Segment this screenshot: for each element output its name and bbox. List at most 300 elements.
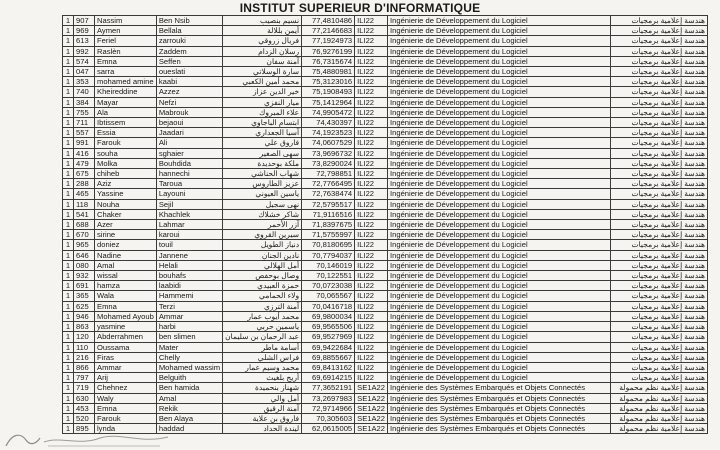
row-rank: 1 — [63, 301, 74, 311]
row-arabic-name: سهى الصغير — [223, 148, 302, 158]
table-row — [63, 148, 708, 158]
row-id: 118 — [74, 199, 95, 209]
row-rank: 1 — [63, 311, 74, 321]
row-arabic-name: أريج بلغيث — [223, 373, 302, 383]
row-program-fr: Ingénierie de Développement du Logiciel — [388, 311, 611, 321]
row-score: 77,3652191 — [302, 383, 355, 393]
row-program-fr: Ingénierie des Systèmes Embarqués et Objets Connectés — [388, 393, 611, 403]
row-score: 73,9696732 — [302, 148, 355, 158]
table-row — [63, 128, 708, 138]
row-program-fr: Ingénierie de Développement du Logiciel — [388, 26, 611, 36]
table-row — [63, 342, 708, 352]
row-program-fr: Ingénierie de Développement du Logiciel — [388, 46, 611, 56]
row-program-ar: هندسة إعلامية برمجيات — [611, 250, 708, 260]
row-rank: 1 — [63, 118, 74, 128]
row-program-fr: Ingénierie de Développement du Logiciel — [388, 260, 611, 270]
row-last-name: Ali — [156, 138, 222, 148]
row-program-ar: هندسة إعلامية برمجيات — [611, 332, 708, 342]
row-program-ar: هندسة إعلامية برمجيات — [611, 26, 708, 36]
row-code: ILI22 — [355, 16, 388, 26]
row-score: 70,0416718 — [302, 301, 355, 311]
row-last-name: Zaddem — [156, 46, 222, 56]
row-id: 646 — [74, 250, 95, 260]
row-rank: 1 — [63, 148, 74, 158]
row-score: 73,2697983 — [302, 393, 355, 403]
row-first-name: Nadine — [95, 250, 157, 260]
row-program-ar: هندسة إعلامية برمجيات — [611, 56, 708, 66]
row-program-ar: هندسة إعلامية برمجيات — [611, 230, 708, 240]
row-arabic-name: أمل الهلالي — [223, 260, 302, 270]
row-score: 70,8180695 — [302, 240, 355, 250]
row-program-ar: هندسة إعلامية نظم محمولة — [611, 393, 708, 403]
row-first-name: Farouk — [95, 138, 157, 148]
row-rank: 1 — [63, 424, 74, 434]
row-arabic-name: آمنة الترزي — [223, 301, 302, 311]
row-code: ILI22 — [355, 107, 388, 117]
row-program-fr: Ingénierie des Systèmes Embarqués et Objets Connectés — [388, 424, 611, 434]
row-code: ILI22 — [355, 128, 388, 138]
row-last-name: karoui — [156, 230, 222, 240]
row-rank: 1 — [63, 158, 74, 168]
row-program-fr: Ingénierie de Développement du Logiciel — [388, 77, 611, 87]
row-first-name: Aziz — [95, 179, 157, 189]
row-score: 69,8855667 — [302, 352, 355, 362]
row-id: 965 — [74, 240, 95, 250]
row-score: 75,3123016 — [302, 77, 355, 87]
row-arabic-name: ليندة الحداد — [223, 424, 302, 434]
row-last-name: Azzez — [156, 87, 222, 97]
table-row — [63, 230, 708, 240]
row-last-name: Helali — [156, 260, 222, 270]
row-program-fr: Ingénierie de Développement du Logiciel — [388, 118, 611, 128]
row-code: ILI22 — [355, 56, 388, 66]
row-code: ILI22 — [355, 230, 388, 240]
table-row — [63, 240, 708, 250]
table-row — [63, 332, 708, 342]
row-program-ar: هندسة إعلامية برمجيات — [611, 373, 708, 383]
row-rank: 1 — [63, 342, 74, 352]
row-program-ar: هندسة إعلامية برمجيات — [611, 271, 708, 281]
row-arabic-name: محمد وسيم عمار — [223, 362, 302, 372]
row-program-ar: هندسة إعلامية برمجيات — [611, 291, 708, 301]
row-score: 69,9565506 — [302, 322, 355, 332]
row-first-name: Emna — [95, 403, 157, 413]
row-arabic-name: أسامة ماطر — [223, 342, 302, 352]
table-row — [63, 403, 708, 413]
row-program-fr: Ingénierie de Développement du Logiciel — [388, 322, 611, 332]
row-last-name: kaabi — [156, 77, 222, 87]
row-id: 969 — [74, 26, 95, 36]
row-last-name: Ben Nsib — [156, 16, 222, 26]
row-arabic-name: شهاب الحناشي — [223, 169, 302, 179]
row-arabic-name: آسيا الجعداري — [223, 128, 302, 138]
row-id: 711 — [74, 118, 95, 128]
row-score: 72,798851 — [302, 169, 355, 179]
table-row — [63, 138, 708, 148]
table-row — [63, 291, 708, 301]
row-rank: 1 — [63, 77, 74, 87]
row-last-name: bouhafs — [156, 271, 222, 281]
row-program-fr: Ingénierie de Développement du Logiciel — [388, 87, 611, 97]
row-program-ar: هندسة إعلامية برمجيات — [611, 179, 708, 189]
row-rank: 1 — [63, 403, 74, 413]
row-arabic-name: سارة الوسلاتي — [223, 67, 302, 77]
row-rank: 1 — [63, 250, 74, 260]
row-rank: 1 — [63, 220, 74, 230]
row-arabic-name: علاء المبروك — [223, 107, 302, 117]
row-rank: 1 — [63, 26, 74, 36]
row-program-fr: Ingénierie de Développement du Logiciel — [388, 97, 611, 107]
row-first-name: Raslèn — [95, 46, 157, 56]
row-id: 755 — [74, 107, 95, 117]
row-score: 69,6914215 — [302, 373, 355, 383]
row-id: 047 — [74, 67, 95, 77]
row-id: 991 — [74, 138, 95, 148]
row-id: 946 — [74, 311, 95, 321]
row-code: ILI22 — [355, 260, 388, 270]
row-score: 76,7315674 — [302, 56, 355, 66]
row-rank: 1 — [63, 393, 74, 403]
row-arabic-name: عزيز الطاروس — [223, 179, 302, 189]
table-row — [63, 352, 708, 362]
row-id: 691 — [74, 281, 95, 291]
row-rank: 1 — [63, 56, 74, 66]
row-rank: 1 — [63, 322, 74, 332]
row-rank: 1 — [63, 260, 74, 270]
row-program-fr: Ingénierie de Développement du Logiciel — [388, 169, 611, 179]
row-id: 863 — [74, 322, 95, 332]
row-arabic-name: نسيم بنصيب — [223, 16, 302, 26]
row-score: 72,7766495 — [302, 179, 355, 189]
row-rank: 1 — [63, 352, 74, 362]
row-program-ar: هندسة إعلامية برمجيات — [611, 189, 708, 199]
row-code: ILI22 — [355, 209, 388, 219]
row-code: ILI22 — [355, 97, 388, 107]
row-first-name: Amal — [95, 260, 157, 270]
row-first-name: Nouha — [95, 199, 157, 209]
row-last-name: Chelly — [156, 352, 222, 362]
row-code: ILI22 — [355, 240, 388, 250]
row-arabic-name: أمل والي — [223, 393, 302, 403]
row-id: 740 — [74, 87, 95, 97]
row-id: 120 — [74, 332, 95, 342]
row-score: 77,2146683 — [302, 26, 355, 36]
row-rank: 1 — [63, 209, 74, 219]
row-program-ar: هندسة إعلامية برمجيات — [611, 362, 708, 372]
row-program-ar: هندسة إعلامية برمجيات — [611, 342, 708, 352]
row-first-name: Mayar — [95, 97, 157, 107]
row-last-name: Mohamed wassim — [156, 362, 222, 372]
row-code: SE1A22 — [355, 383, 388, 393]
row-score: 69,9422684 — [302, 342, 355, 352]
row-rank: 1 — [63, 332, 74, 342]
row-score: 77,1924973 — [302, 36, 355, 46]
row-program-fr: Ingénierie de Développement du Logiciel — [388, 16, 611, 26]
row-program-fr: Ingénierie de Développement du Logiciel — [388, 281, 611, 291]
row-program-fr: Ingénierie de Développement du Logiciel — [388, 138, 611, 148]
row-program-ar: هندسة إعلامية برمجيات — [611, 209, 708, 219]
row-code: ILI22 — [355, 189, 388, 199]
row-first-name: sirine — [95, 230, 157, 240]
row-arabic-name: آزر الأحمر — [223, 220, 302, 230]
row-first-name: Nassim — [95, 16, 157, 26]
row-arabic-name: حمزة العبيدي — [223, 281, 302, 291]
row-id: 907 — [74, 16, 95, 26]
row-first-name: Emna — [95, 301, 157, 311]
row-score: 69,8413162 — [302, 362, 355, 372]
row-program-fr: Ingénierie de Développement du Logiciel — [388, 240, 611, 250]
row-code: ILI22 — [355, 352, 388, 362]
row-score: 71,9116516 — [302, 209, 355, 219]
table-row — [63, 46, 708, 56]
row-first-name: lynda — [95, 424, 157, 434]
row-arabic-name: نادين الجنان — [223, 250, 302, 260]
row-code: ILI22 — [355, 332, 388, 342]
row-program-fr: Ingénierie des Systèmes Embarqués et Objets Connectés — [388, 403, 611, 413]
row-program-fr: Ingénierie de Développement du Logiciel — [388, 220, 611, 230]
row-program-ar: هندسة إعلامية نظم محمولة — [611, 383, 708, 393]
row-id: 288 — [74, 179, 95, 189]
table-row — [63, 107, 708, 117]
row-last-name: haddad — [156, 424, 222, 434]
row-code: ILI22 — [355, 250, 388, 260]
row-arabic-name: فريال زروقي — [223, 36, 302, 46]
row-id: 675 — [74, 169, 95, 179]
row-id: 932 — [74, 271, 95, 281]
row-score: 76,9276199 — [302, 46, 355, 56]
row-first-name: Ammar — [95, 362, 157, 372]
row-program-fr: Ingénierie de Développement du Logiciel — [388, 342, 611, 352]
row-program-ar: هندسة إعلامية برمجيات — [611, 311, 708, 321]
row-score: 71,5755997 — [302, 230, 355, 240]
table-row — [63, 97, 708, 107]
row-score: 74,9905472 — [302, 107, 355, 117]
row-last-name: Belguith — [156, 373, 222, 383]
row-rank: 1 — [63, 169, 74, 179]
row-arabic-name: رسلان الزدام — [223, 46, 302, 56]
row-first-name: Ala — [95, 107, 157, 117]
row-rank: 1 — [63, 199, 74, 209]
row-program-ar: هندسة إعلامية برمجيات — [611, 260, 708, 270]
row-score: 70,0723038 — [302, 281, 355, 291]
row-first-name: Mohamed Ayoub — [95, 311, 157, 321]
row-arabic-name: ياسمين حربي — [223, 322, 302, 332]
row-score: 70,122551 — [302, 271, 355, 281]
row-first-name: Waly — [95, 393, 157, 403]
row-last-name: sghaier — [156, 148, 222, 158]
results-table-body — [63, 16, 708, 434]
row-score: 75,4880981 — [302, 67, 355, 77]
row-code: ILI22 — [355, 291, 388, 301]
row-program-ar: هندسة إعلامية برمجيات — [611, 77, 708, 87]
row-program-ar: هندسة إعلامية برمجيات — [611, 220, 708, 230]
row-last-name: Amal — [156, 393, 222, 403]
row-last-name: Mater — [156, 342, 222, 352]
row-program-ar: هندسة إعلامية برمجيات — [611, 107, 708, 117]
row-arabic-name: سيرين القروي — [223, 230, 302, 240]
row-code: ILI22 — [355, 281, 388, 291]
row-id: 688 — [74, 220, 95, 230]
row-first-name: Wala — [95, 291, 157, 301]
row-first-name: Aymen — [95, 26, 157, 36]
row-rank: 1 — [63, 240, 74, 250]
row-score: 74,0607529 — [302, 138, 355, 148]
row-program-fr: Ingénierie de Développement du Logiciel — [388, 271, 611, 281]
row-code: ILI22 — [355, 322, 388, 332]
row-arabic-name: نهى سجيل — [223, 199, 302, 209]
row-code: ILI22 — [355, 46, 388, 56]
row-last-name: Ben Alaya — [156, 413, 222, 423]
row-program-fr: Ingénierie de Développement du Logiciel — [388, 158, 611, 168]
row-code: ILI22 — [355, 158, 388, 168]
table-row — [63, 311, 708, 321]
row-program-ar: هندسة إعلامية برمجيات — [611, 36, 708, 46]
row-first-name: Azer — [95, 220, 157, 230]
row-id: 216 — [74, 352, 95, 362]
row-code: ILI22 — [355, 148, 388, 158]
ministry-stamp-logo — [0, 428, 175, 450]
row-last-name: Nefzi — [156, 97, 222, 107]
row-last-name: Rekik — [156, 403, 222, 413]
row-first-name: souha — [95, 148, 157, 158]
row-program-ar: هندسة إعلامية برمجيات — [611, 87, 708, 97]
row-rank: 1 — [63, 107, 74, 117]
row-program-ar: هندسة إعلامية نظم محمولة — [611, 413, 708, 423]
row-first-name: yasmine — [95, 322, 157, 332]
row-score: 75,1908493 — [302, 87, 355, 97]
row-first-name: wissal — [95, 271, 157, 281]
row-code: ILI22 — [355, 373, 388, 383]
row-last-name: Lahmar — [156, 220, 222, 230]
row-code: ILI22 — [355, 77, 388, 87]
row-arabic-name: أيمن بللالة — [223, 26, 302, 36]
row-program-ar: هندسة إعلامية برمجيات — [611, 46, 708, 56]
row-rank: 1 — [63, 189, 74, 199]
row-first-name: Chaker — [95, 209, 157, 219]
row-id: 365 — [74, 291, 95, 301]
row-arabic-name: ولاء الحمامي — [223, 291, 302, 301]
row-rank: 1 — [63, 46, 74, 56]
row-score: 74,430397 — [302, 118, 355, 128]
row-program-fr: Ingénierie des Systèmes Embarqués et Objets Connectés — [388, 413, 611, 423]
row-program-ar: هندسة إعلامية برمجيات — [611, 118, 708, 128]
table-row — [63, 77, 708, 87]
table-row — [63, 36, 708, 46]
row-id: 866 — [74, 362, 95, 372]
row-first-name: Molka — [95, 158, 157, 168]
row-first-name: Firas — [95, 352, 157, 362]
row-last-name: Ben hamida — [156, 383, 222, 393]
row-arabic-name: محمد أيوب عمار — [223, 311, 302, 321]
table-row — [63, 199, 708, 209]
row-program-fr: Ingénierie de Développement du Logiciel — [388, 179, 611, 189]
row-code: SE1A22 — [355, 403, 388, 413]
row-id: 625 — [74, 301, 95, 311]
row-program-ar: هندسة إعلامية برمجيات — [611, 67, 708, 77]
row-program-fr: Ingénierie de Développement du Logiciel — [388, 67, 611, 77]
table-row — [63, 220, 708, 230]
row-program-ar: هندسة إعلامية برمجيات — [611, 322, 708, 332]
row-last-name: Layouni — [156, 189, 222, 199]
row-code: ILI22 — [355, 271, 388, 281]
row-last-name: Hammemi — [156, 291, 222, 301]
row-score: 70,146019 — [302, 260, 355, 270]
row-code: ILI22 — [355, 199, 388, 209]
row-program-fr: Ingénierie de Développement du Logiciel — [388, 250, 611, 260]
row-last-name: bejaoui — [156, 118, 222, 128]
row-last-name: laabidi — [156, 281, 222, 291]
row-arabic-name: وصال بوحفص — [223, 271, 302, 281]
row-last-name: Bouhdida — [156, 158, 222, 168]
row-last-name: Mabrouk — [156, 107, 222, 117]
row-last-name: Bellala — [156, 26, 222, 36]
row-rank: 1 — [63, 36, 74, 46]
row-arabic-name: فاروق علي — [223, 138, 302, 148]
table-row — [63, 16, 708, 26]
row-arabic-name: فراس الشلي — [223, 352, 302, 362]
row-first-name: chiheb — [95, 169, 157, 179]
row-last-name: Terzi — [156, 301, 222, 311]
row-id: 453 — [74, 403, 95, 413]
row-last-name: Jaadari — [156, 128, 222, 138]
row-program-fr: Ingénierie de Développement du Logiciel — [388, 362, 611, 372]
table-row — [63, 158, 708, 168]
row-program-ar: هندسة إعلامية نظم محمولة — [611, 403, 708, 413]
row-last-name: oueslati — [156, 67, 222, 77]
table-row — [63, 260, 708, 270]
row-arabic-name: آمنة الرقيق — [223, 403, 302, 413]
row-first-name: Yassine — [95, 189, 157, 199]
row-last-name: touil — [156, 240, 222, 250]
row-code: ILI22 — [355, 311, 388, 321]
row-score: 69,9800034 — [302, 311, 355, 321]
row-first-name: hamza — [95, 281, 157, 291]
row-code: ILI22 — [355, 138, 388, 148]
row-last-name: Taroua — [156, 179, 222, 189]
row-score: 62,0615005 — [302, 424, 355, 434]
row-rank: 1 — [63, 413, 74, 423]
row-program-ar: هندسة إعلامية برمجيات — [611, 169, 708, 179]
row-id: 670 — [74, 230, 95, 240]
row-code: SE1A22 — [355, 393, 388, 403]
table-row — [63, 26, 708, 36]
row-program-fr: Ingénierie de Développement du Logiciel — [388, 373, 611, 383]
table-row — [63, 383, 708, 393]
table-row — [63, 393, 708, 403]
row-code: ILI22 — [355, 342, 388, 352]
row-first-name: Chehnez — [95, 383, 157, 393]
table-row — [63, 250, 708, 260]
table-row — [63, 87, 708, 97]
row-score: 70,305603 — [302, 413, 355, 423]
row-program-fr: Ingénierie de Développement du Logiciel — [388, 56, 611, 66]
row-last-name: Jannene — [156, 250, 222, 260]
row-id: 992 — [74, 46, 95, 56]
page-title: INSTITUT SUPERIEUR D'INFORMATIQUE — [239, 1, 481, 15]
row-id: 557 — [74, 128, 95, 138]
table-row — [63, 118, 708, 128]
row-program-fr: Ingénierie de Développement du Logiciel — [388, 332, 611, 342]
row-id: 574 — [74, 56, 95, 66]
row-rank: 1 — [63, 230, 74, 240]
row-program-ar: هندسة إعلامية برمجيات — [611, 199, 708, 209]
row-last-name: ben slimen — [156, 332, 222, 342]
row-program-ar: هندسة إعلامية برمجيات — [611, 240, 708, 250]
table-row — [63, 169, 708, 179]
row-id: 613 — [74, 36, 95, 46]
row-id: 353 — [74, 77, 95, 87]
row-arabic-name: ابتسام الباجاوي — [223, 118, 302, 128]
